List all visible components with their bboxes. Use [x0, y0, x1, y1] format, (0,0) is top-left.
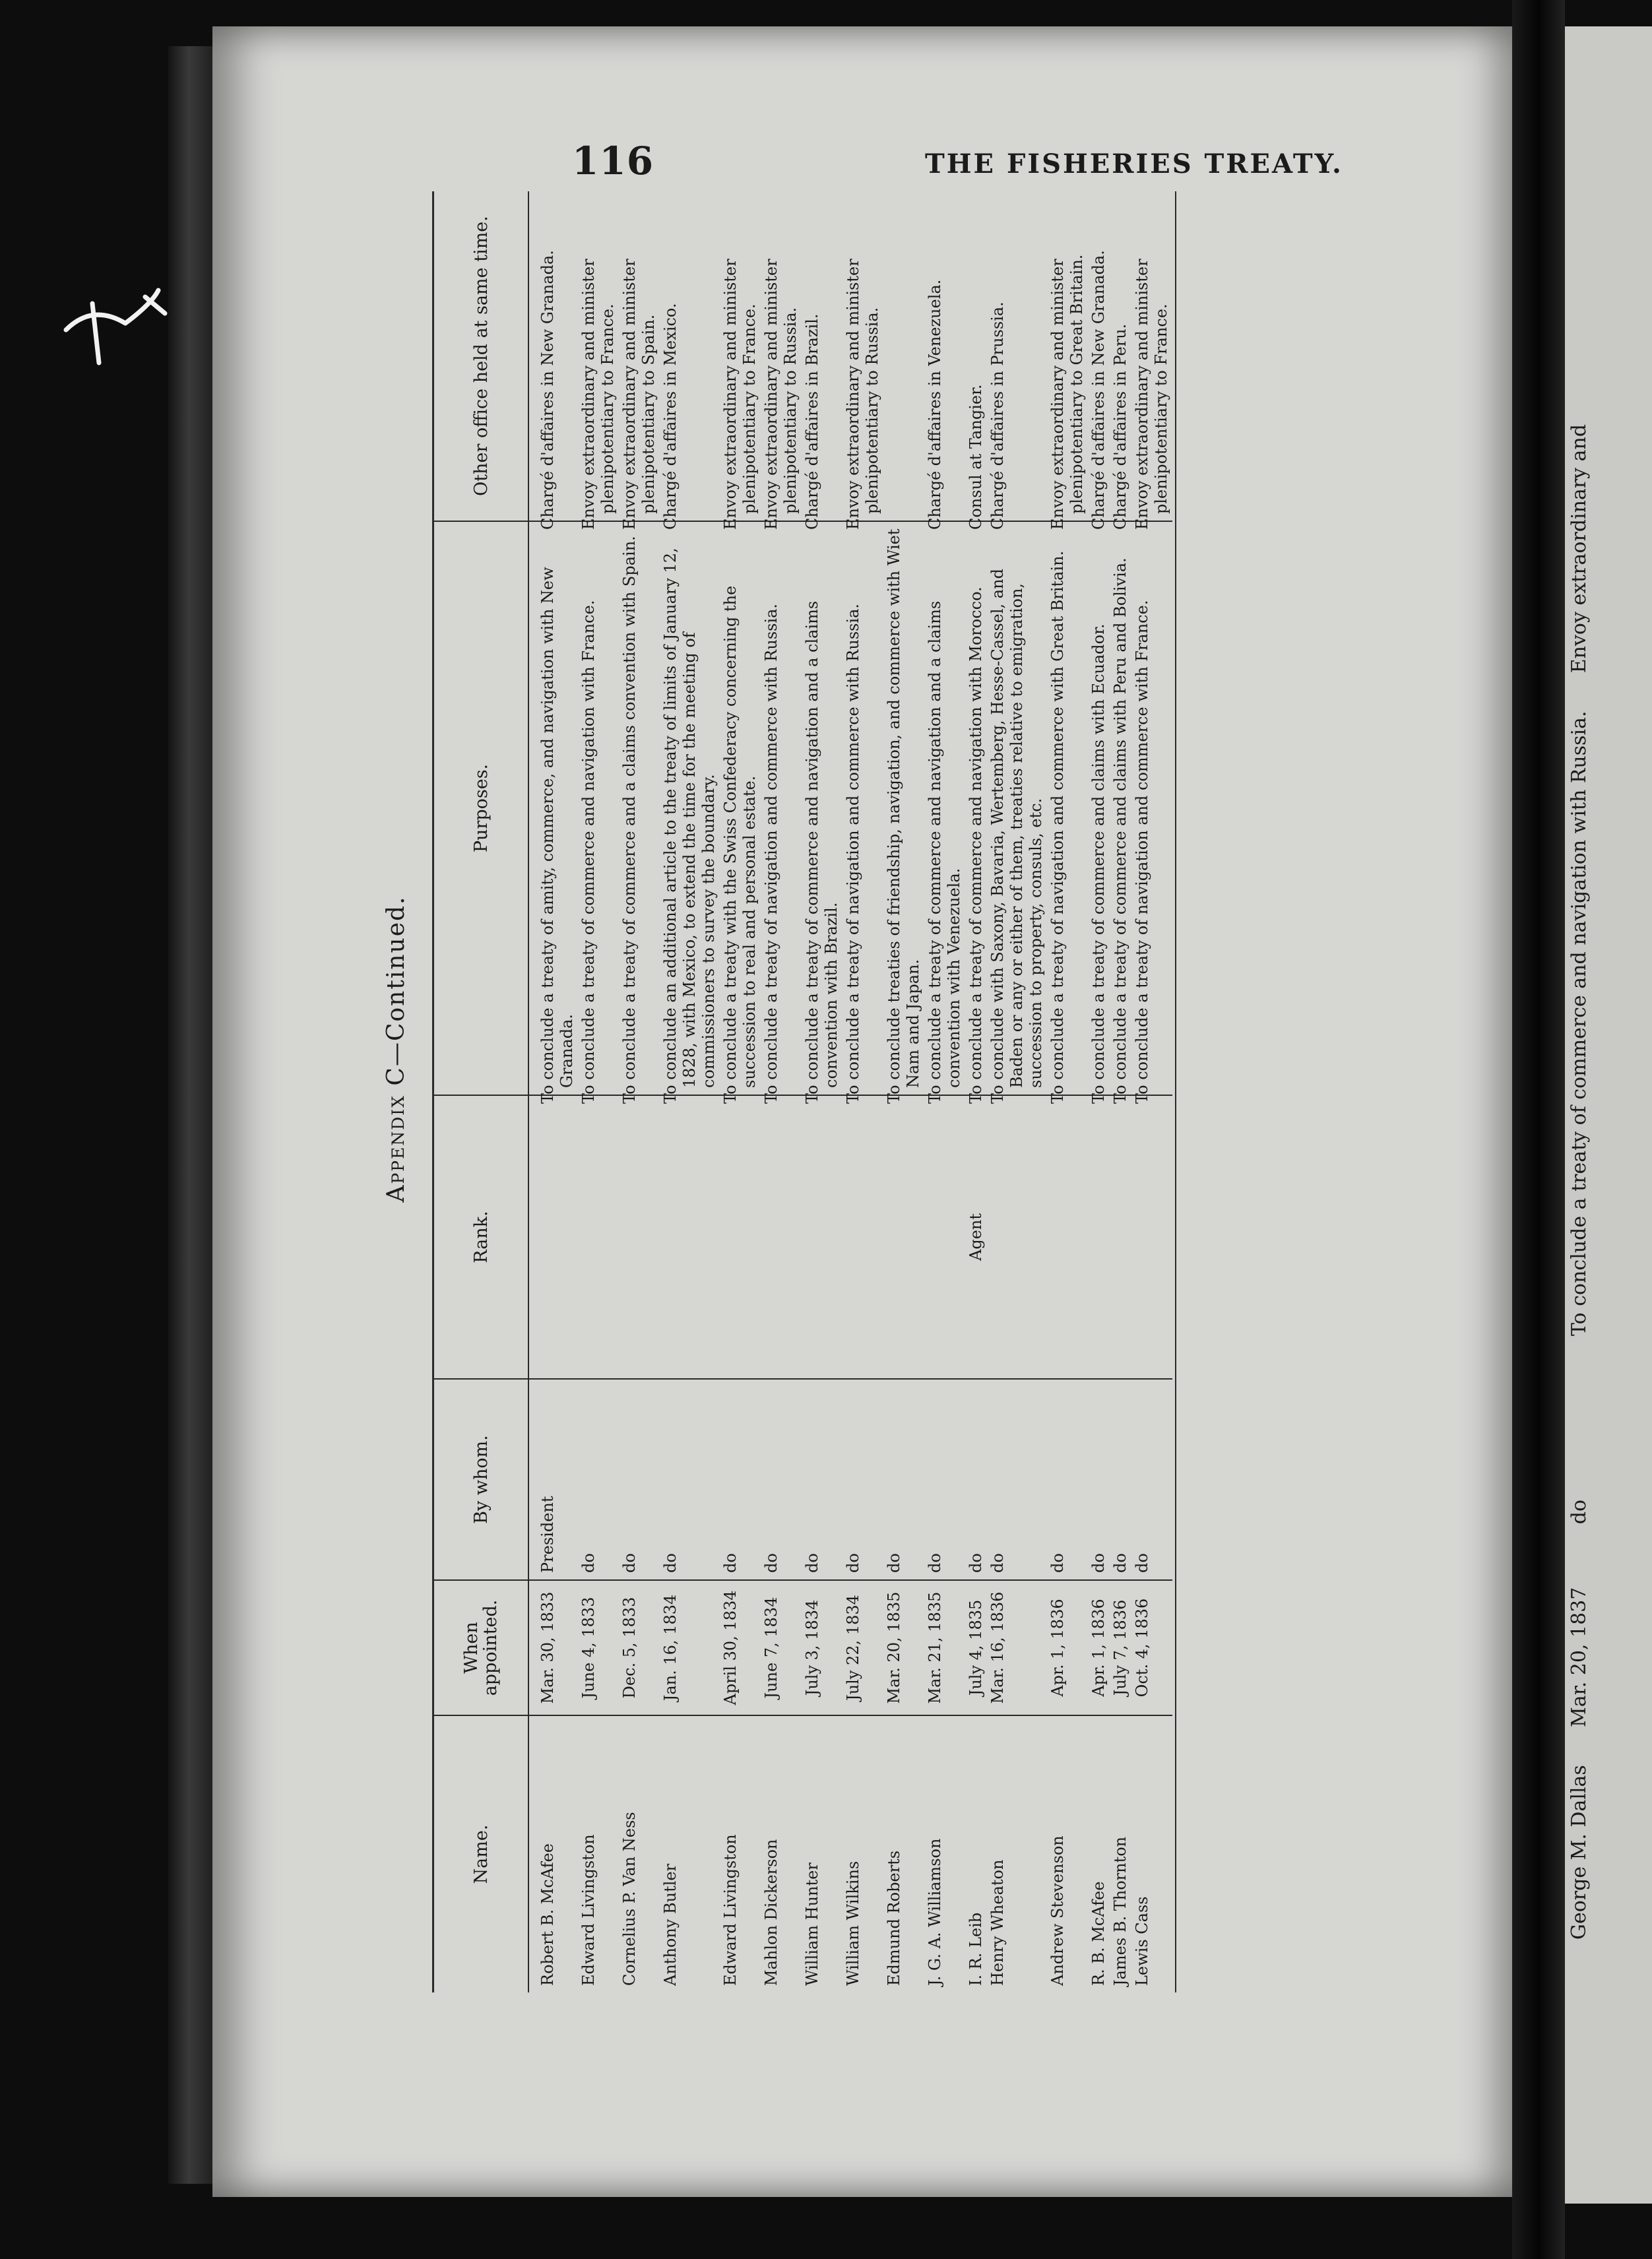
cell-when: July 3, 1834 [802, 1580, 842, 1715]
cell-purposes: To conclude a treaty of commerce and navigation with France. [578, 521, 619, 1095]
cell-purposes: To conclude treaties of friendship, navigation, and commerce with Wiet Nam and Japan. [883, 521, 924, 1095]
table-row [842, 191, 883, 1992]
table-row [578, 191, 619, 1992]
cell-name: J. G. A. Williamson [926, 1838, 944, 1986]
table-row [883, 191, 924, 1992]
appointments-table [432, 191, 1172, 1992]
cell-other: Chargé d'affaires in Peru. [1110, 191, 1131, 521]
next-page-name: George M. Dallas [1568, 1765, 1591, 1940]
cell-rank [987, 1095, 1047, 1379]
table-row [1110, 191, 1131, 1992]
cell-whom: do [720, 1379, 761, 1580]
cell-other: Chargé d'affaires in Mexico. [660, 191, 720, 521]
page-number: 116 [572, 139, 654, 183]
cell-whom: do [578, 1379, 619, 1580]
cell-rank [1131, 1095, 1172, 1379]
cell-other: Envoy extraordinary and minister plenipotentiary to France. [720, 191, 761, 521]
cell-when: Mar. 30, 1833 [528, 1580, 578, 1715]
cell-when: Mar. 21, 1835 [924, 1580, 965, 1715]
table-row [802, 191, 842, 1992]
cell-whom: do [1110, 1379, 1131, 1580]
table-row [528, 191, 578, 1992]
cell-rank [924, 1095, 965, 1379]
cell-other: Chargé d'affaires in Prussia. [987, 191, 1047, 521]
cell-other: Envoy extraordinary and minister plenipotentiary to France. [578, 191, 619, 521]
cell-name: I. R. Leib [967, 1912, 985, 1986]
cell-other [883, 191, 924, 521]
cell-rank [660, 1095, 720, 1379]
cell-other: Chargé d'affaires in New Granada. [1088, 191, 1110, 521]
cell-when: Dec. 5, 1833 [619, 1580, 660, 1715]
table-row [1047, 191, 1088, 1992]
cell-rank [578, 1095, 619, 1379]
book-gutter [1512, 0, 1565, 2259]
cell-name: Robert B. McAfee [538, 1843, 557, 1986]
cell-rank [619, 1095, 660, 1379]
cell-whom: do [1088, 1379, 1110, 1580]
table-row [660, 191, 720, 1992]
cell-purposes: To conclude a treaty of commerce and navigation with Morocco. [965, 521, 987, 1095]
cell-rank [802, 1095, 842, 1379]
cell-other: Envoy extraordinary and minister plenipotentiary to Great Britain. [1047, 191, 1088, 521]
cell-when: Mar. 16, 1836 [987, 1580, 1047, 1715]
cell-when: Apr. 1, 1836 [1088, 1580, 1110, 1715]
cell-rank [720, 1095, 761, 1379]
cell-when: June 4, 1833 [578, 1580, 619, 1715]
table-row [1088, 191, 1110, 1992]
cell-purposes: To conclude a treaty of navigation and commerce with Great Britain. [1047, 521, 1088, 1095]
cell-name: William Wilkins [844, 1861, 862, 1986]
appendix-title-label: Appendix C [383, 1066, 410, 1203]
cell-when: July 7, 1836 [1110, 1580, 1131, 1715]
header-other: Other office held at same time. [433, 191, 529, 521]
table-row [965, 191, 987, 1992]
next-page [1565, 26, 1652, 2204]
table-header-row [433, 191, 529, 1992]
cell-purposes: To conclude a treaty of amity, commerce, and navigation with New Granada. [528, 521, 578, 1095]
cell-other: Envoy extraordinary and minister plenipotentiary to Russia. [842, 191, 883, 521]
table-row [761, 191, 802, 1992]
cell-when: Mar. 20, 1835 [883, 1580, 924, 1715]
header-name: Name. [433, 1715, 529, 1992]
cell-when: Oct. 4, 1836 [1131, 1580, 1172, 1715]
cell-whom: do [761, 1379, 802, 1580]
appendix-title-suffix: —Continued. [383, 895, 410, 1067]
cell-name: James B. Thornton [1111, 1836, 1129, 1986]
cell-name: Edmund Roberts [885, 1850, 903, 1986]
table-row [987, 191, 1047, 1992]
cell-purposes: To conclude a treaty of commerce and claims with Peru and Bolivia. [1110, 521, 1131, 1095]
cell-rank [528, 1095, 578, 1379]
header-when: When appointed. [433, 1580, 529, 1715]
next-page-when: Mar. 20, 1837 [1568, 1587, 1591, 1727]
cell-whom: do [619, 1379, 660, 1580]
cell-other: Chargé d'affaires in Venezuela. [924, 191, 965, 521]
cell-rank [883, 1095, 924, 1379]
cell-rank [1088, 1095, 1110, 1379]
next-page-row [1565, 26, 1652, 2204]
cell-other: Envoy extraordinary and minister plenipotentiary to Russia. [761, 191, 802, 521]
cell-name: Anthony Butler [661, 1863, 680, 1986]
cell-name: Andrew Stevenson [1048, 1835, 1067, 1986]
cell-rank [1110, 1095, 1131, 1379]
appendix-title [383, 818, 410, 1280]
cell-purposes: To conclude a treaty of commerce and navigation and a claims convention with Brazil. [802, 521, 842, 1095]
cell-whom: do [1131, 1379, 1172, 1580]
cell-name: Henry Wheaton [988, 1859, 1007, 1986]
cell-purposes: To conclude a treaty of navigation and commerce with France. [1131, 521, 1172, 1095]
cell-whom: President [528, 1379, 578, 1580]
table-row [1131, 191, 1172, 1992]
cell-whom: do [965, 1379, 987, 1580]
header-whom: By whom. [433, 1379, 529, 1580]
cell-whom: do [802, 1379, 842, 1580]
cell-when: July 4, 1835 [965, 1580, 987, 1715]
cell-name: Mahlon Dickerson [762, 1839, 780, 1986]
cell-whom: do [1047, 1379, 1088, 1580]
cell-other: Chargé d'affaires in Brazil. [802, 191, 842, 521]
cell-rank [1047, 1095, 1088, 1379]
cell-purposes: To conclude a treaty with the Swiss Confederacy concerning the succession to real and personal estate. [720, 521, 761, 1095]
table-row [924, 191, 965, 1992]
cell-other: Chargé d'affaires in New Granada. [528, 191, 578, 521]
cell-when: Jan. 16, 1834 [660, 1580, 720, 1715]
cell-purposes: To conclude with Saxony, Bavaria, Wertemberg, Hesse-Cassel, and Baden or any or either of them, treaties relative to emigration, succession to property, consuls, etc. [987, 521, 1047, 1095]
cell-other: Envoy extraordinary and minister plenipotentiary to Spain. [619, 191, 660, 521]
cell-purposes: To conclude a treaty of commerce and claims with Ecuador. [1088, 521, 1110, 1095]
header-rank: Rank. [433, 1095, 529, 1379]
cell-other: Consul at Tangier. [965, 191, 987, 521]
pen-mark-icon [53, 277, 172, 383]
next-page-other: Envoy extraordinary and [1568, 424, 1591, 674]
cell-whom: do [883, 1379, 924, 1580]
cell-whom: do [842, 1379, 883, 1580]
cell-name: R. B. McAfee [1089, 1881, 1108, 1986]
next-page-whom: do [1568, 1499, 1591, 1525]
header-purposes: Purposes. [433, 521, 529, 1095]
next-page-purposes: To conclude a treaty of commerce and navigation with Russia. [1568, 711, 1591, 1337]
cell-when: Apr. 1, 1836 [1047, 1580, 1088, 1715]
cell-when: July 22, 1834 [842, 1580, 883, 1715]
cell-other: Envoy extraordinary and minister plenipotentiary to France. [1131, 191, 1172, 521]
cell-purposes: To conclude a treaty of commerce and navigation and a claims convention with Venezuela. [924, 521, 965, 1095]
cell-rank [842, 1095, 883, 1379]
cell-name: William Hunter [803, 1862, 821, 1986]
cell-rank: Agent [965, 1095, 987, 1379]
table-row [720, 191, 761, 1992]
cell-whom: do [660, 1379, 720, 1580]
cell-when: April 30, 1834 [720, 1580, 761, 1715]
cell-purposes: To conclude an additional article to the treaty of limits of January 12, 1828, with Mexico, to extend the time for the meeting of commissioners to survey the boundary. [660, 521, 720, 1095]
cell-whom: do [924, 1379, 965, 1580]
cell-name: Lewis Cass [1133, 1896, 1151, 1986]
table-bottom-rule [1175, 191, 1176, 1992]
cell-purposes: To conclude a treaty of navigation and commerce with Russia. [842, 521, 883, 1095]
rotated-table-block [383, 191, 1451, 1992]
cell-purposes: To conclude a treaty of commerce and a claims convention with Spain. [619, 521, 660, 1095]
cell-name: Cornelius P. Van Ness [620, 1812, 639, 1986]
cell-name: Edward Livingston [579, 1834, 598, 1986]
cell-name: Edward Livingston [721, 1834, 740, 1986]
table-row [619, 191, 660, 1992]
book-edge [168, 46, 214, 2184]
cell-purposes: To conclude a treaty of navigation and commerce with Russia. [761, 521, 802, 1095]
cell-rank [761, 1095, 802, 1379]
cell-when: June 7, 1834 [761, 1580, 802, 1715]
cell-whom: do [987, 1379, 1047, 1580]
running-head: THE FISHERIES TREATY. [925, 148, 1343, 179]
